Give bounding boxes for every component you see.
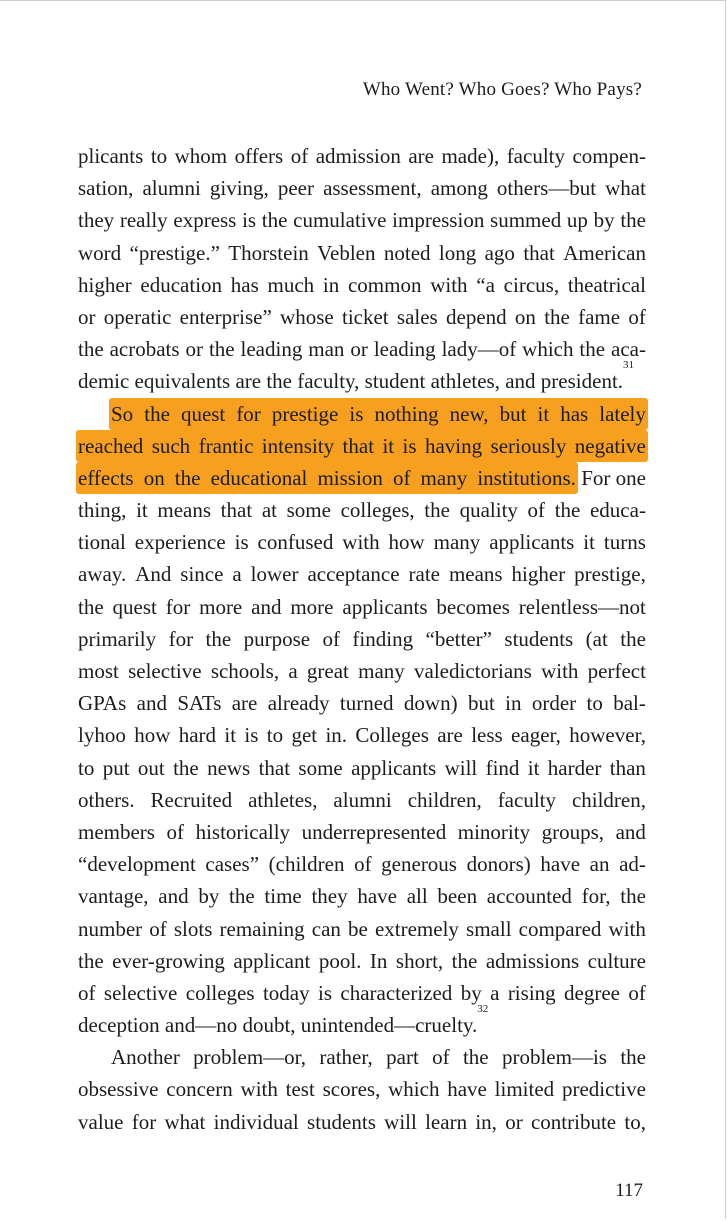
page-number: 117 <box>615 1180 643 1201</box>
text-line: value for what individual students will learn in, or contribute to, <box>78 1109 646 1134</box>
text-line: obsessive concern with test scores, which have limited predictive <box>78 1077 646 1102</box>
text-line: sation, alumni giving, peer assessment, among others—but what <box>78 176 646 201</box>
highlight: So the quest for prestige is nothing new, but it has lately <box>109 398 648 430</box>
text-line: vantage, and by the time they have all been accounted for, the <box>78 884 646 909</box>
body-text <box>78 140 646 1138</box>
text-line: the quest for more and more applicants becomes relentless—not <box>78 594 646 619</box>
text-line: most selective schools, a great many valedictorians with perfect <box>78 659 646 683</box>
text-line: or operatic enterprise” whose ticket sales depend on the fame of <box>78 304 646 329</box>
text-line: GPAs and SATs are already turned down) but in order to bal- <box>78 691 646 716</box>
text-line: away. And since a lower acceptance rate means higher prestige, <box>78 562 646 587</box>
highlighted-line <box>78 398 646 430</box>
text-line: plicants to whom offers of admission are made), faculty compen- <box>78 144 646 168</box>
highlight: effects on the educational mission of many institutions. <box>76 462 578 494</box>
text-line: tional experience is confused with how many applicants it turns <box>78 530 646 555</box>
text-line: number of slots remaining can be extremely small compared with <box>78 916 646 941</box>
footnote-marker: 31 <box>623 359 635 372</box>
footnote-marker: 32 <box>477 1003 489 1016</box>
text-line: members of historically underrepresented minority groups, and <box>78 819 646 844</box>
text-line: word “prestige.” Thorstein Veblen noted long ago that American <box>78 240 646 265</box>
running-head: Who Went? Who Goes? Who Pays? <box>362 79 642 100</box>
highlighted-line: effects on the educational mission of many institutions. For one <box>78 462 646 494</box>
text-line: lyhoo how hard it is to get in. Colleges are less eager, however, <box>78 723 646 748</box>
text-line: the ever-growing applicant pool. In short, the admissions culture <box>78 948 646 973</box>
text-line: primarily for the purpose of finding “better” students (at the <box>78 626 646 651</box>
text-line: demic equivalents are the faculty, student athletes, and president. 31 <box>78 365 646 397</box>
text-line: they really express is the cumulative impression summed up by the <box>78 208 646 233</box>
text-line: the acrobats or the leading man or leading lady—of which the aca- <box>78 337 646 362</box>
text-line: thing, it means that at some colleges, the quality of the educa- <box>78 498 646 523</box>
text-line: of selective colleges today is characterized by a rising degree of <box>78 980 646 1005</box>
text-line: higher education has much in common with “a circus, theatrical <box>78 272 646 297</box>
text-line: others. Recruited athletes, alumni children, faculty children, <box>78 787 646 812</box>
text-line: deception and—no doubt, unintended—cruelty. 32 <box>78 1009 646 1041</box>
text-line: Another problem—or, rather, part of the problem—is the <box>111 1045 646 1070</box>
text-line: to put out the news that some applicants will find it harder than <box>78 755 646 780</box>
text-line: “development cases” (children of generous donors) have an ad- <box>78 852 646 877</box>
highlighted-line <box>78 430 646 462</box>
highlight: reached such frantic intensity that it is having seriously negative <box>76 430 648 462</box>
